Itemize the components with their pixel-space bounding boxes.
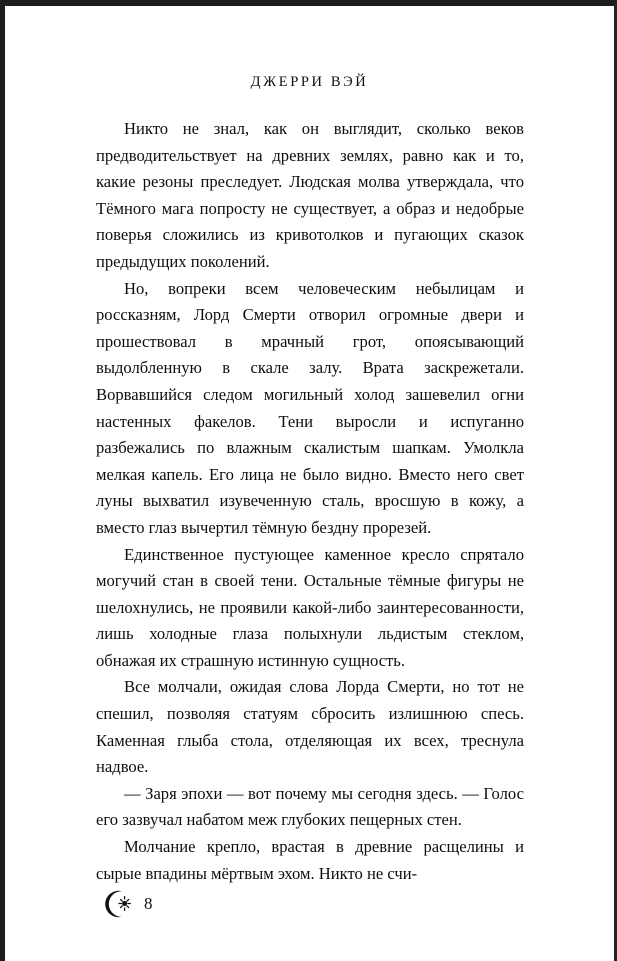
crescent-moon-with-sun-icon — [101, 887, 135, 921]
paragraph: Но, вопреки всем человеческим небылицам и россказням, Лорд Смерти отворил огромные двери и прошествовал в мрачный грот, опоясывающий выдолбленную в скале залу. Врата заскрежетали. Ворвавшийся следом могильный холод зашевелил огни настенных факелов. Тени выросли и испуганно разбежались по влажным скалистым шапкам. Умолкла мелкая капель. Его лица не было видно. Вместо него свет луны выхватил изувеченную сталь, вросшую в кожу, а вместо глаз вычертил тёмную бездну прорезей. — [96, 278, 524, 537]
page-number: 8 — [144, 893, 153, 913]
page-content-area — [5, 6, 614, 961]
body-text-block — [96, 116, 524, 887]
paragraph: Никто не знал, как он выглядит, сколько веков предводительствует на древних землях, равно как и то, какие резоны преследует. Людская молва утверждала, что Тёмного мага попросту не существует, а образ и недобрые поверья сложились из кривотолков и пугающих сказок предыдущих поколений. — [96, 119, 524, 271]
page-footer — [101, 887, 153, 921]
paragraph: Единственное пустующее каменное кресло спрятало могучий стан в своей тени. Остальные тёмные фигуры не шелохнулись, не проявили какой-либо заинтересованности, лишь холодные глаза полыхнули льдистым стеклом, обнажая их страшную истинную сущность. — [96, 544, 524, 670]
paragraph: Все молчали, ожидая слова Лорда Смерти, но тот не спешил, позволяя статуям сбросить излишнюю спесь. Каменная глыба стола, отделяющая их всех, треснула надвое. — [96, 677, 524, 777]
paragraph: — Заря эпохи — вот почему мы сегодня здесь. — Голос его зазвучал набатом меж глубоких пещерных стен. — [96, 783, 524, 830]
paragraph: Молчание крепло, врастая в древние расщелины и сырые впадины мёртвым эхом. Никто не счи- — [96, 837, 524, 883]
running-head-author: ДЖЕРРИ ВЭЙ — [250, 74, 369, 90]
